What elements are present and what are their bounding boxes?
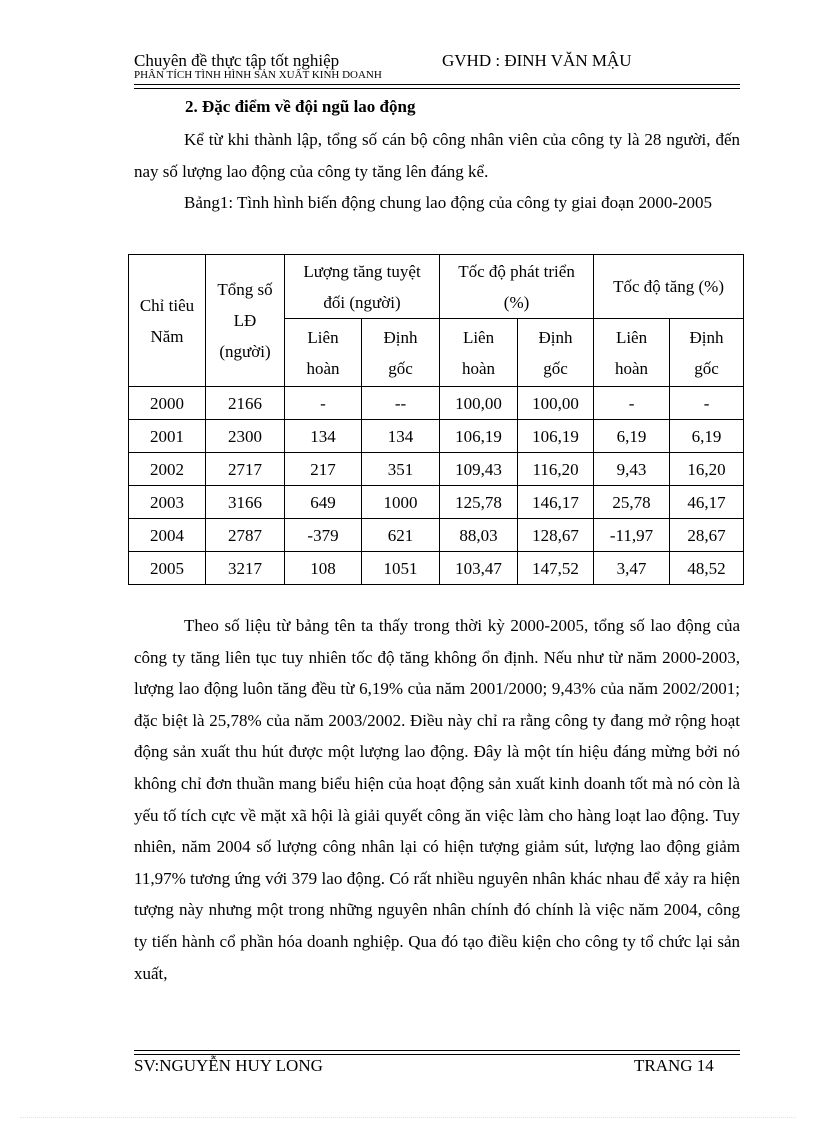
- cell-year: 2001: [129, 420, 206, 453]
- analysis-paragraph: Theo số liệu từ bảng tên ta thấy trong thời kỳ 2000-2005, tổng số lao động của công ty tăng liên tục tuy nhiên tốc độ tăng không ổn định. Nếu như từ năm 2000-2003, lượng lao động luôn tăng đều từ 6,19% của năm 2001/2000; 9,43% của năm 2002/2001; đặc biệt là 25,78% của năm 2003/2002. Điều này chỉ ra rằng công ty đang mở rộng hoạt động sản xuất thu hút được một lượng lao động. Đây là một tín hiệu đáng mừng bởi nó không chỉ đơn thuần mang biểu hiện của hoạt động sản xuất kinh doanh tốt mà nó còn là yếu tố tích cực về mặt xã hội là giải quyết công ăn việc làm cho hàng loạt lao động. Tuy nhiên, năm 2004 số lượng công nhân lại có hiện tượng giảm sút, lượng lao động giảm 11,97% tương ứng với 379 lao động. Có rất nhiều nguyên nhân khác nhau để xảy ra hiện tượng này nhưng một trong những nguyên nhân chính đó chính là việc năm 2004, công ty tiến hành cổ phần hóa doanh nghiệp. Qua đó tạo điều kiện cho công ty tổ chức lại sản xuất,: [134, 616, 740, 983]
- cell-dev-base: 106,19: [518, 420, 594, 453]
- cell-year: 2005: [129, 552, 206, 585]
- subheader-chain: Liên hoàn: [440, 319, 518, 387]
- header-subtitle: PHÂN TÍCH TÌNH HÌNH SẢN XUẤT KINH DOANH: [134, 69, 382, 81]
- cell-dev-chain: 125,78: [440, 486, 518, 519]
- table-header-row: [129, 255, 744, 319]
- header-growth-rate: Tốc độ tăng (%): [594, 255, 744, 319]
- cell-inc-chain: 3,47: [594, 552, 670, 585]
- table-row: [129, 453, 744, 486]
- table-row: [129, 387, 744, 420]
- header-title: Chuyên đề thực tập tốt nghiệp: [134, 51, 340, 70]
- footer-student: SV:NGUYỄN HUY LONG: [134, 1056, 323, 1075]
- footer-rule-thin: [134, 1050, 740, 1051]
- cell-abs-chain: -379: [285, 519, 362, 552]
- cell-total: 2300: [206, 420, 285, 453]
- cell-inc-chain: 25,78: [594, 486, 670, 519]
- labor-table: [128, 254, 744, 585]
- cell-dev-base: 146,17: [518, 486, 594, 519]
- cell-dev-chain: 106,19: [440, 420, 518, 453]
- cell-inc-chain: -11,97: [594, 519, 670, 552]
- cell-inc-chain: 9,43: [594, 453, 670, 486]
- table-row: [129, 486, 744, 519]
- table-row: [129, 552, 744, 585]
- cell-dev-chain: 100,00: [440, 387, 518, 420]
- subheader-base: Định gốc: [518, 319, 594, 387]
- cell-inc-base: 16,20: [670, 453, 744, 486]
- cell-abs-chain: 134: [285, 420, 362, 453]
- subheader-base: Định gốc: [362, 319, 440, 387]
- cell-dev-chain: 103,47: [440, 552, 518, 585]
- cell-abs-chain: -: [285, 387, 362, 420]
- table-row: [129, 519, 744, 552]
- cell-abs-base: 351: [362, 453, 440, 486]
- subheader-base: Định gốc: [670, 319, 744, 387]
- cell-year: 2000: [129, 387, 206, 420]
- header-total-labor: Tổng số LĐ (người): [206, 255, 285, 387]
- table-caption: Bảng1: Tình hình biến động chung lao động của công ty giai đoạn 2000-2005: [184, 193, 713, 212]
- subheader-chain: Liên hoàn: [285, 319, 362, 387]
- header-advisor: GVHD : ĐINH VĂN MẬU: [442, 51, 632, 70]
- cell-abs-base: 621: [362, 519, 440, 552]
- cell-dev-base: 116,20: [518, 453, 594, 486]
- cell-total: 3217: [206, 552, 285, 585]
- cell-year: 2003: [129, 486, 206, 519]
- cell-inc-base: 48,52: [670, 552, 744, 585]
- cell-abs-base: 134: [362, 420, 440, 453]
- footer-page-number: TRANG 14: [634, 1056, 714, 1075]
- header-development-rate: Tốc độ phát triển (%): [440, 255, 594, 319]
- header-absolute-increase: Lượng tăng tuyệt đối (người): [285, 255, 440, 319]
- cell-total: 2717: [206, 453, 285, 486]
- cell-dev-base: 147,52: [518, 552, 594, 585]
- cell-total: 2166: [206, 387, 285, 420]
- cell-abs-chain: 108: [285, 552, 362, 585]
- header-rule-thin: [134, 88, 740, 89]
- intro-paragraph: Kể từ khi thành lập, tổng số cán bộ công nhân viên của công ty là 28 người, đến nay số lượng lao động của công ty tăng lên đáng kể.: [134, 130, 740, 181]
- cell-abs-base: --: [362, 387, 440, 420]
- cell-inc-chain: 6,19: [594, 420, 670, 453]
- cell-dev-base: 100,00: [518, 387, 594, 420]
- cell-inc-chain: -: [594, 387, 670, 420]
- header-indicator-year: Chỉ tiêu Năm: [129, 255, 206, 387]
- cell-abs-chain: 217: [285, 453, 362, 486]
- cell-total: 3166: [206, 486, 285, 519]
- header-rule: [134, 84, 740, 85]
- table-row: [129, 420, 744, 453]
- cell-dev-chain: 88,03: [440, 519, 518, 552]
- cell-inc-base: 46,17: [670, 486, 744, 519]
- cell-inc-base: -: [670, 387, 744, 420]
- cell-year: 2002: [129, 453, 206, 486]
- cell-year: 2004: [129, 519, 206, 552]
- section-heading: 2. Đặc điểm về đội ngũ lao động: [185, 97, 416, 116]
- cell-abs-base: 1000: [362, 486, 440, 519]
- cell-total: 2787: [206, 519, 285, 552]
- page-edge: [20, 1117, 796, 1118]
- cell-abs-base: 1051: [362, 552, 440, 585]
- cell-dev-chain: 109,43: [440, 453, 518, 486]
- cell-inc-base: 28,67: [670, 519, 744, 552]
- cell-inc-base: 6,19: [670, 420, 744, 453]
- subheader-chain: Liên hoàn: [594, 319, 670, 387]
- cell-abs-chain: 649: [285, 486, 362, 519]
- cell-dev-base: 128,67: [518, 519, 594, 552]
